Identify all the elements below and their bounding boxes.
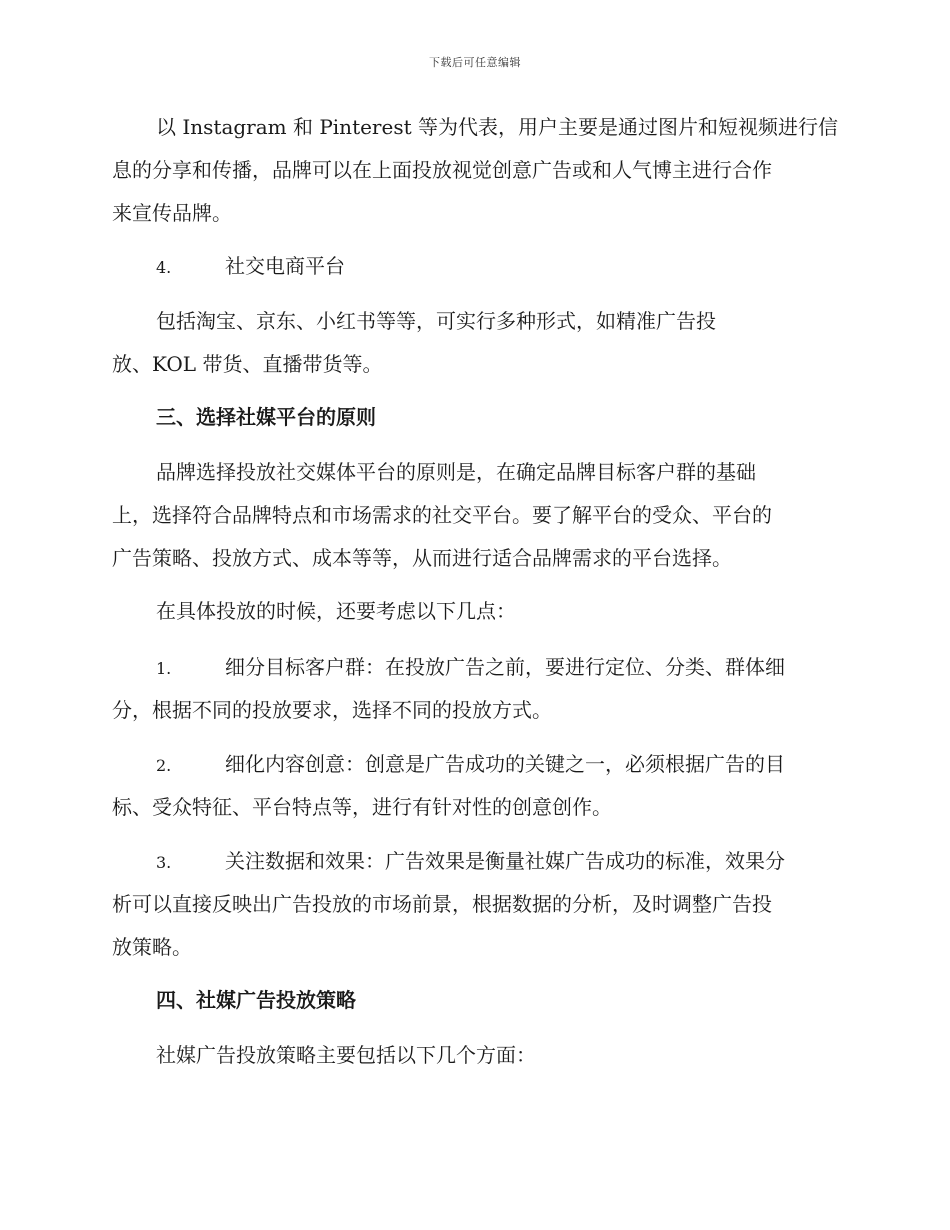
list-text: 社交电商平台: [225, 254, 345, 278]
list-text: 细分目标客户群：在投放广告之前，要进行定位、分类、群体细: [225, 655, 785, 679]
list-text: 细化内容创意：创意是广告成功的关键之一，必须根据广告的目: [225, 752, 785, 776]
text-line: 放策略。: [112, 935, 192, 959]
section-heading-3: 三、选择社媒平台的原则: [156, 405, 376, 429]
text-line: 上，选择符合品牌特点和市场需求的社交平台。要了解平台的受众、平台的: [112, 503, 772, 527]
paragraph-ecommerce: [112, 300, 832, 386]
text-line: 品牌选择投放社交媒体平台的原则是，在确定品牌目标客户群的基础: [156, 460, 756, 484]
text-line: 以 Instagram 和 Pinterest 等为代表，用户主要是通过图片和短视频进行信: [156, 115, 838, 139]
text-line: 包括淘宝、京东、小红书等等，可实行多种形式，如精准广告投: [156, 309, 716, 333]
list-item-4: [112, 245, 876, 289]
paragraph-principle: [112, 451, 832, 580]
paragraph-considerations: 在具体投放的时候，还要考虑以下几点：: [156, 599, 516, 623]
section-heading-4: 四、社媒广告投放策略: [156, 988, 356, 1012]
text-line: 来宣传品牌。: [112, 201, 232, 225]
list-number: 2.: [156, 756, 172, 775]
text-line: 广告策略、投放方式、成本等等，从而进行适合品牌需求的平台选择。: [112, 546, 732, 570]
paragraph-instagram: [112, 106, 838, 235]
text-line: 分，根据不同的投放要求，选择不同的投放方式。: [112, 698, 552, 722]
text-line: 标、受众特征、平台特点等，进行有针对性的创意创作。: [112, 795, 612, 819]
text-line: 放、KOL 带货、直播带货等。: [112, 352, 383, 376]
list-item-2: [112, 743, 832, 829]
list-item-1: [112, 646, 832, 732]
page-header: 下载后可任意编辑: [429, 56, 521, 69]
list-item-3: [112, 840, 832, 969]
list-number: 1.: [156, 659, 172, 678]
text-line: 析可以直接反映出广告投放的市场前景，根据数据的分析，及时调整广告投: [112, 892, 772, 916]
list-text: 关注数据和效果：广告效果是衡量社媒广告成功的标准，效果分: [225, 849, 785, 873]
list-number: 4.: [156, 258, 172, 277]
list-number: 3.: [156, 853, 172, 872]
text-line: 息的分享和传播，品牌可以在上面投放视觉创意广告或和人气博主进行合作: [112, 158, 772, 182]
paragraph-strategy-intro: 社媒广告投放策略主要包括以下几个方面：: [156, 1043, 536, 1067]
